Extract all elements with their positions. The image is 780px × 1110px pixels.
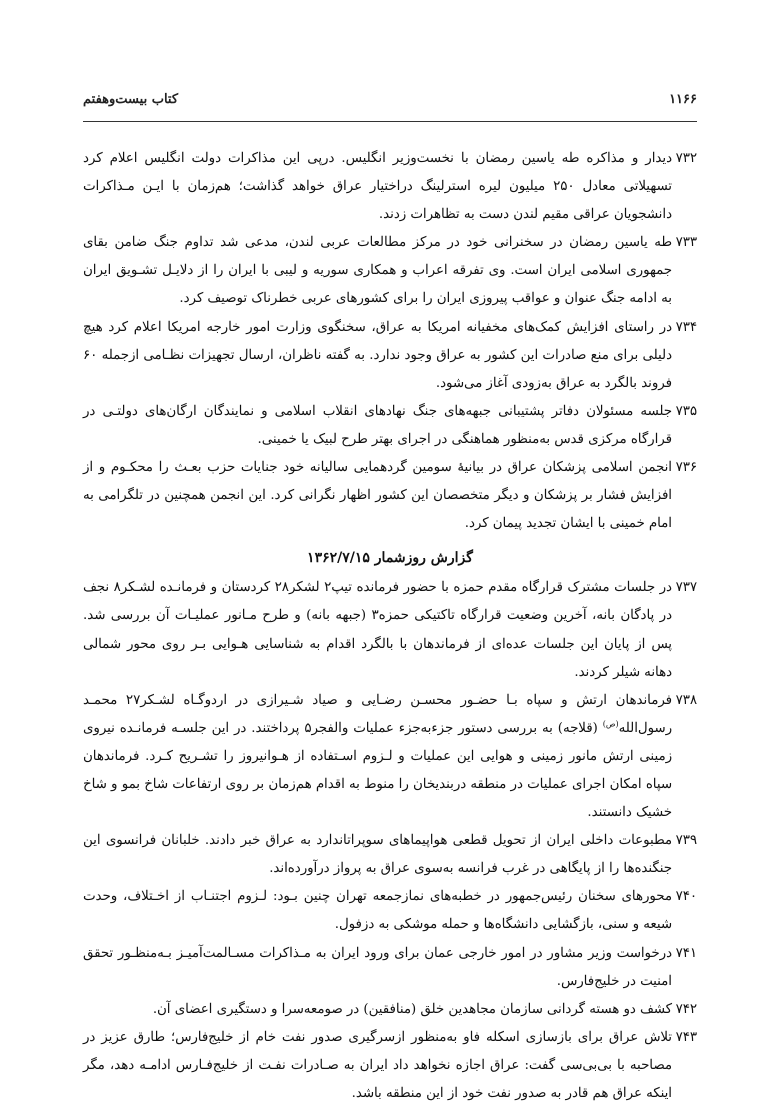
entry-text [83, 687, 672, 827]
news-entry [83, 574, 697, 686]
news-entry [83, 229, 697, 313]
news-entry [83, 883, 697, 939]
entry-number: ۷۳۳ [675, 235, 697, 251]
page-number: ۱۱۶۶ [669, 92, 697, 107]
news-entry [83, 940, 697, 996]
page-header [83, 92, 697, 114]
honorific-superscript: (ص) [602, 719, 619, 729]
entry-text-part: فرماندهان ارتش و سپاه بـا حضـور محسـن رضـایی و صیاد شـیرازی در اردوگـاه لشـکر۲۷ محمـد رسول‌الله [83, 692, 673, 736]
entry-text: انجمن اسلامی پزشکان عراق در بیانیهٔ سومین گردهمایی سالیانه خود جنایات حزب بعـث را محکـوم و از افزایش فشار بر پزشکان و دیگر متخصصان این کشور اظهار نگرانی کرد. این انجمن همچنین در تلگرامی به امام خمینی با ایشان تجدید پیمان کرد. [83, 460, 672, 532]
news-entry [83, 145, 697, 229]
entry-text: در جلسات مشترک قرارگاه مقدم حمزه با حضور فرمانده تیپ۲ لشکر۲۸ کردستان و فرمانـده لشـکر۸ نجف در پادگان بانه، آخرین وضعیت قرارگاه تاکتیکی حمزه۳ (جبهه بانه) و طرح مـانور عملیـات آن بررسی شد. پس از پایان این جلسات عده‌ای از فرماندهان با بالگرد اقدام به شناسایی هـوایی بـر روی محور شمالی دهانه شیلر کردند. [83, 580, 672, 680]
entry-number: ۷۳۹ [675, 833, 697, 849]
entry-number: ۷۴۰ [675, 889, 697, 905]
news-entry [83, 398, 697, 454]
entry-number: ۷۴۲ [675, 1001, 697, 1017]
header-rule [83, 121, 697, 122]
book-title: کتاب بیست‌وهفتم [83, 92, 179, 107]
entry-text: تلاش عراق برای بازسازی اسکله فاو به‌منظور ازسرگیری صدور نفت خام از خلیج‌فارس؛ طارق عزیز در مصاحبه با بی‌بی‌سی گفت: عراق اجازه نخواهد داد ایران به صـادرات نفـت از خلیج‌فـارس ادامـه دهد، مگر اینکه عراق هم قادر به صدور نفت خود از این منطقه باشد. [83, 1029, 672, 1101]
entry-number: ۷۳۵ [675, 403, 697, 419]
news-entry [83, 454, 697, 538]
entries-after [83, 574, 697, 1108]
entry-number: ۷۴۱ [675, 945, 697, 961]
entry-text: در راستای افزایش کمک‌های مخفیانه امریکا به عراق، سخنگوی وزارت امور خارجه امریکا اعلام کرد هیچ دلیلی برای منع صادرات این کشور به عراق وجود ندارد. به گفته ناظران، ارسال تجهیزات نظـامی ازجمله ۶۰ فروند بالگرد به عراق به‌زودی آغاز می‌شود. [83, 319, 672, 391]
entry-text-part: (قلاجه) به بررسی دستور جزءبه‌جزء عملیات والفجر۵ پرداختند. در این جلسـه فرمانـده نیروی زمینی ارتش مانور زمینی و هوایی این عملیات و لـزوم اسـتفاده از هـوانیروز را تشـریح کـرد. فرماندهان سپاه امکان اجرای عملیات در منطقه دربندیخان را منوط به اقدام هم‌زمان بر روی ارتفاعات شاخ بمو و شاخ خشیک دانستند. [83, 720, 672, 821]
entry-text: جلسه مسئولان دفاتر پشتیبانی جبهه‌های جنگ نهادهای انقلاب اسلامی و نمایندگان ارگان‌های دولتـی در قرارگاه مرکزی قدس به‌منظور هماهنگی در اجرای بهتر طرح لبیک یا خمینی. [83, 403, 672, 447]
news-entry [83, 687, 697, 827]
news-entry [83, 827, 697, 883]
entry-text: کشف دو هسته گردانی سازمان مجاهدین خلق (منافقین) در صومعه‌سرا و دستگیری اعضای آن. [152, 1001, 672, 1017]
entry-text: دیدار و مذاکره طه یاسین رمضان با نخست‌وزیر انگلیس. درپی این مذاکرات دولت انگلیس اعلام کرد تسهیلاتی معادل ۲۵۰ میلیون لیره استرلینگ دراختیار عراق خواهد گذاشت؛ هم‌زمان با ایـن مـذاکرات دانشجویان عراقی مقیم لندن دست به تظاهرات زدند. [83, 151, 673, 223]
entries-before [83, 145, 697, 538]
section-title: گزارش روزشمار ۱۳۶۲/۷/۱۵ [307, 550, 473, 567]
entry-text: طه یاسین رمضان در سخنرانی خود در مرکز مطالعات عربی لندن، مدعی شد تداوم جنگ ضامن بقای جمهوری اسلامی ایران است. وی تفرقه اعراب و همکاری سوریه و لیبی با ایران را از دلایـل تشـویق ایران به ادامه جنگ عنوان و عواقب پیروزی ایران را برای کشورهای عربی خطرناک توصیف کرد. [83, 235, 672, 307]
news-entry [83, 1024, 697, 1108]
entry-text: محورهای سخنان رئیس‌جمهور در خطبه‌های نمازجمعه تهران چنین بـود: لـزوم اجتنـاب از اخـتلاف، وحدت شیعه و سنی، بازگشایی دانشگاه‌ها و حمله موشکی به دزفول. [83, 889, 672, 933]
entry-number: ۷۳۷ [675, 580, 697, 596]
entry-number: ۷۳۸ [675, 692, 697, 708]
entry-number: ۷۳۴ [675, 319, 697, 335]
news-entry [83, 314, 697, 398]
entry-number: ۷۳۲ [675, 151, 697, 166]
entry-number: ۷۳۶ [675, 460, 697, 476]
entry-text: درخواست وزیر مشاور در امور خارجی عمان برای ورود ایران به مـذاکرات مسـالمت‌آمیـز بـه‌منظـور تحقق امنیت در خلیج‌فارس. [83, 945, 672, 989]
entry-number: ۷۴۳ [675, 1029, 697, 1045]
entry-text: مطبوعات داخلی ایران از تحویل قطعی هواپیماهای سوپراتاندارد به عراق خبر دادند. خلبانان فرانسوی این جنگنده‌ها را از پایگاهی در غرب فرانسه به‌سوی عراق به پرواز درآورده‌اند. [83, 833, 672, 877]
page-body [83, 145, 697, 1108]
news-entry [83, 996, 697, 1024]
